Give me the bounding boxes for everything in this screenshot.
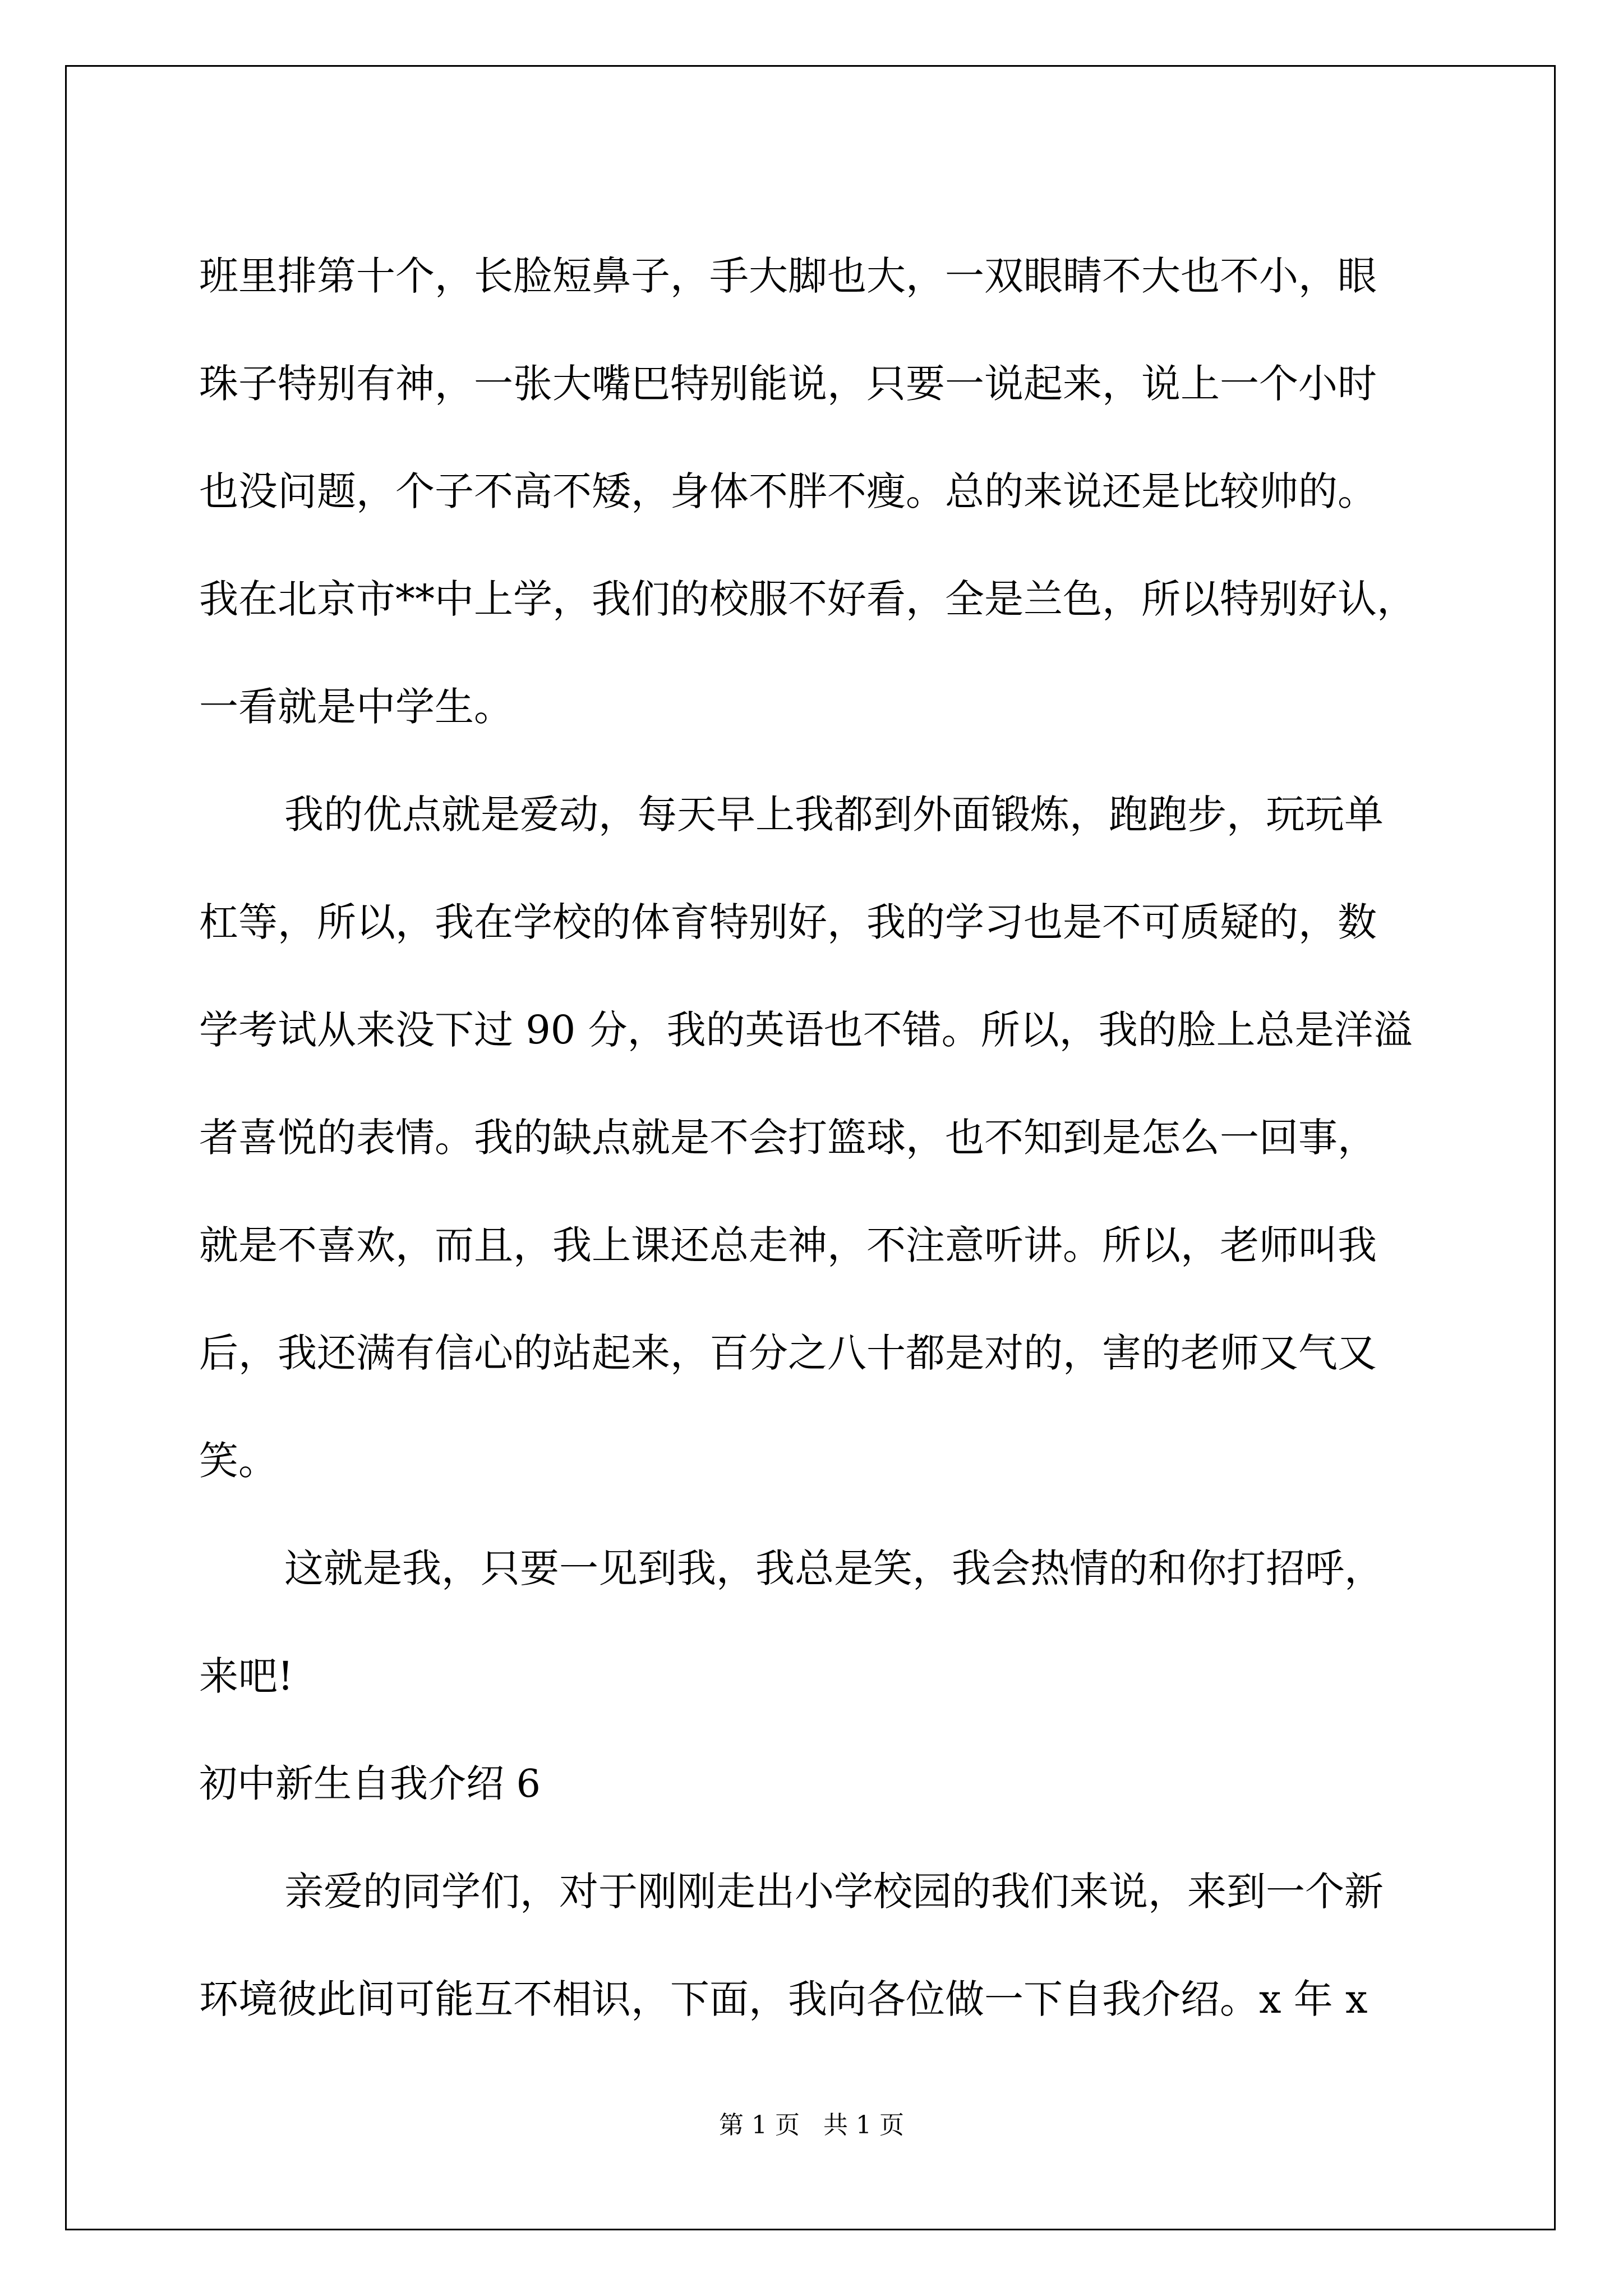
text-line: 后，我还满有信心的站起来，百分之八十都是对的，害的老师又气又 <box>199 1329 1377 1376</box>
text-line: 亲爱的同学们，对于刚刚走出小学校园的我们来说，来到一个新 <box>284 1868 1384 1915</box>
text-line: 就是不喜欢，而且，我上课还总走神，不注意听讲。所以，老师叫我 <box>199 1222 1377 1268</box>
section-heading: 初中新生自我介绍 6 <box>199 1761 541 1806</box>
text-line: 珠子特别有神，一张大嘴巴特别能说，只要一说起来，说上一个小时 <box>199 360 1377 407</box>
document-body <box>199 219 1469 2050</box>
text-line: 笑。 <box>199 1437 278 1484</box>
text-line: 来吧! <box>199 1653 294 1699</box>
text-line: 班里排第十个，长脸短鼻子，手大脚也大，一双眼睛不大也不小，眼 <box>199 252 1377 299</box>
text-line: 也没问题，个子不高不矮，身体不胖不瘦。总的来说还是比较帅的。 <box>199 468 1377 514</box>
text-line: 我在北京市**中上学，我们的校服不好看，全是兰色，所以特别好认， <box>199 576 1416 622</box>
text-line: 一看就是中学生。 <box>199 683 513 730</box>
text-line: 环境彼此间可能互不相识，下面，我向各位做一下自我介绍。x 年 x <box>199 1976 1368 2022</box>
text-line: 杠等，所以，我在学校的体育特别好，我的学习也是不可质疑的，数 <box>199 899 1377 945</box>
page-number-footer: 第 1 页 共 1 页 <box>719 2111 904 2139</box>
text-line: 学考试从来没下过 90 分，我的英语也不错。所以，我的脸上总是洋溢 <box>199 1006 1413 1053</box>
text-line: 我的优点就是爱动，每天早上我都到外面锻炼，跑跑步，玩玩单 <box>284 791 1384 838</box>
text-line: 这就是我，只要一见到我，我总是笑，我会热情的和你打招呼， <box>284 1545 1384 1591</box>
text-line: 者喜悦的表情。我的缺点就是不会打篮球，也不知到是怎么一回事， <box>199 1114 1377 1161</box>
